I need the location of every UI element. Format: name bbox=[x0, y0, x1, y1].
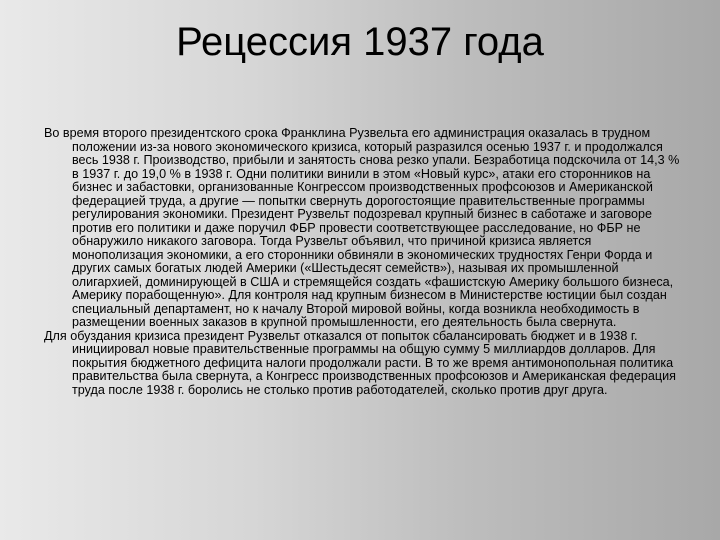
slide-body bbox=[44, 127, 684, 397]
paragraph-1: Во время второго президентского срока Франклина Рузвельта его администрация оказалась в трудном положении из-за нового экономического кризиса, который разразился осенью 1937 г. и продолжался весь 1938 г. Производство, прибыли и занятость снова резко упали. Безработица подскочила от 14,3 % в 1937 г. до 19,0 % в 1938 г. Одни политики винили в этом «Новый курс», атаки его сторонников на бизнес и забастовки, организованные Конгрессом производственных профсоюзов и Американской федерацией труда, а другие — попытки свернуть дорогостоящие правительственные программы регулирования экономики. Президент Рузвельт подозревал крупный бизнес в саботаже и заговоре против его политики и даже поручил ФБР провести соответствующее расследование, но ФБР не обнаружило никакого заговора. Тогда Рузвельт объявил, что причиной кризиса является монополизация экономики, а его сторонники обвиняли в экономических трудностях Генри Форда и других самых богатых людей Америки («Шестьдесят семейств»), называя их промышленной олигархией, доминирующей в США и стремящейся создать «фашистскую Америку большого бизнеса, Америку порабощенную». Для контроля над крупным бизнесом в Министерстве юстиции был создан специальный департамент, но к началу Второй мировой войны, когда возникла необходимость в размещении военных заказов в крупной промышленности, его деятельность была свернута. bbox=[44, 126, 680, 329]
slide-title: Рецессия 1937 года bbox=[176, 20, 544, 64]
paragraph-2: Для обуздания кризиса президент Рузвельт отказался от попыток сбалансировать бюджет и в 1938 г. инициировал новые правительственные программы на общую сумму 5 миллиардов долларов. Для покрытия бюджетного дефицита налоги продолжали расти. В то же время антимонопольная политика правительства была свернута, а Конгресс производственных профсоюзов и Американская федерация труда после 1938 г. боролись не столько против работодателей, сколько против друг друга. bbox=[44, 328, 676, 397]
